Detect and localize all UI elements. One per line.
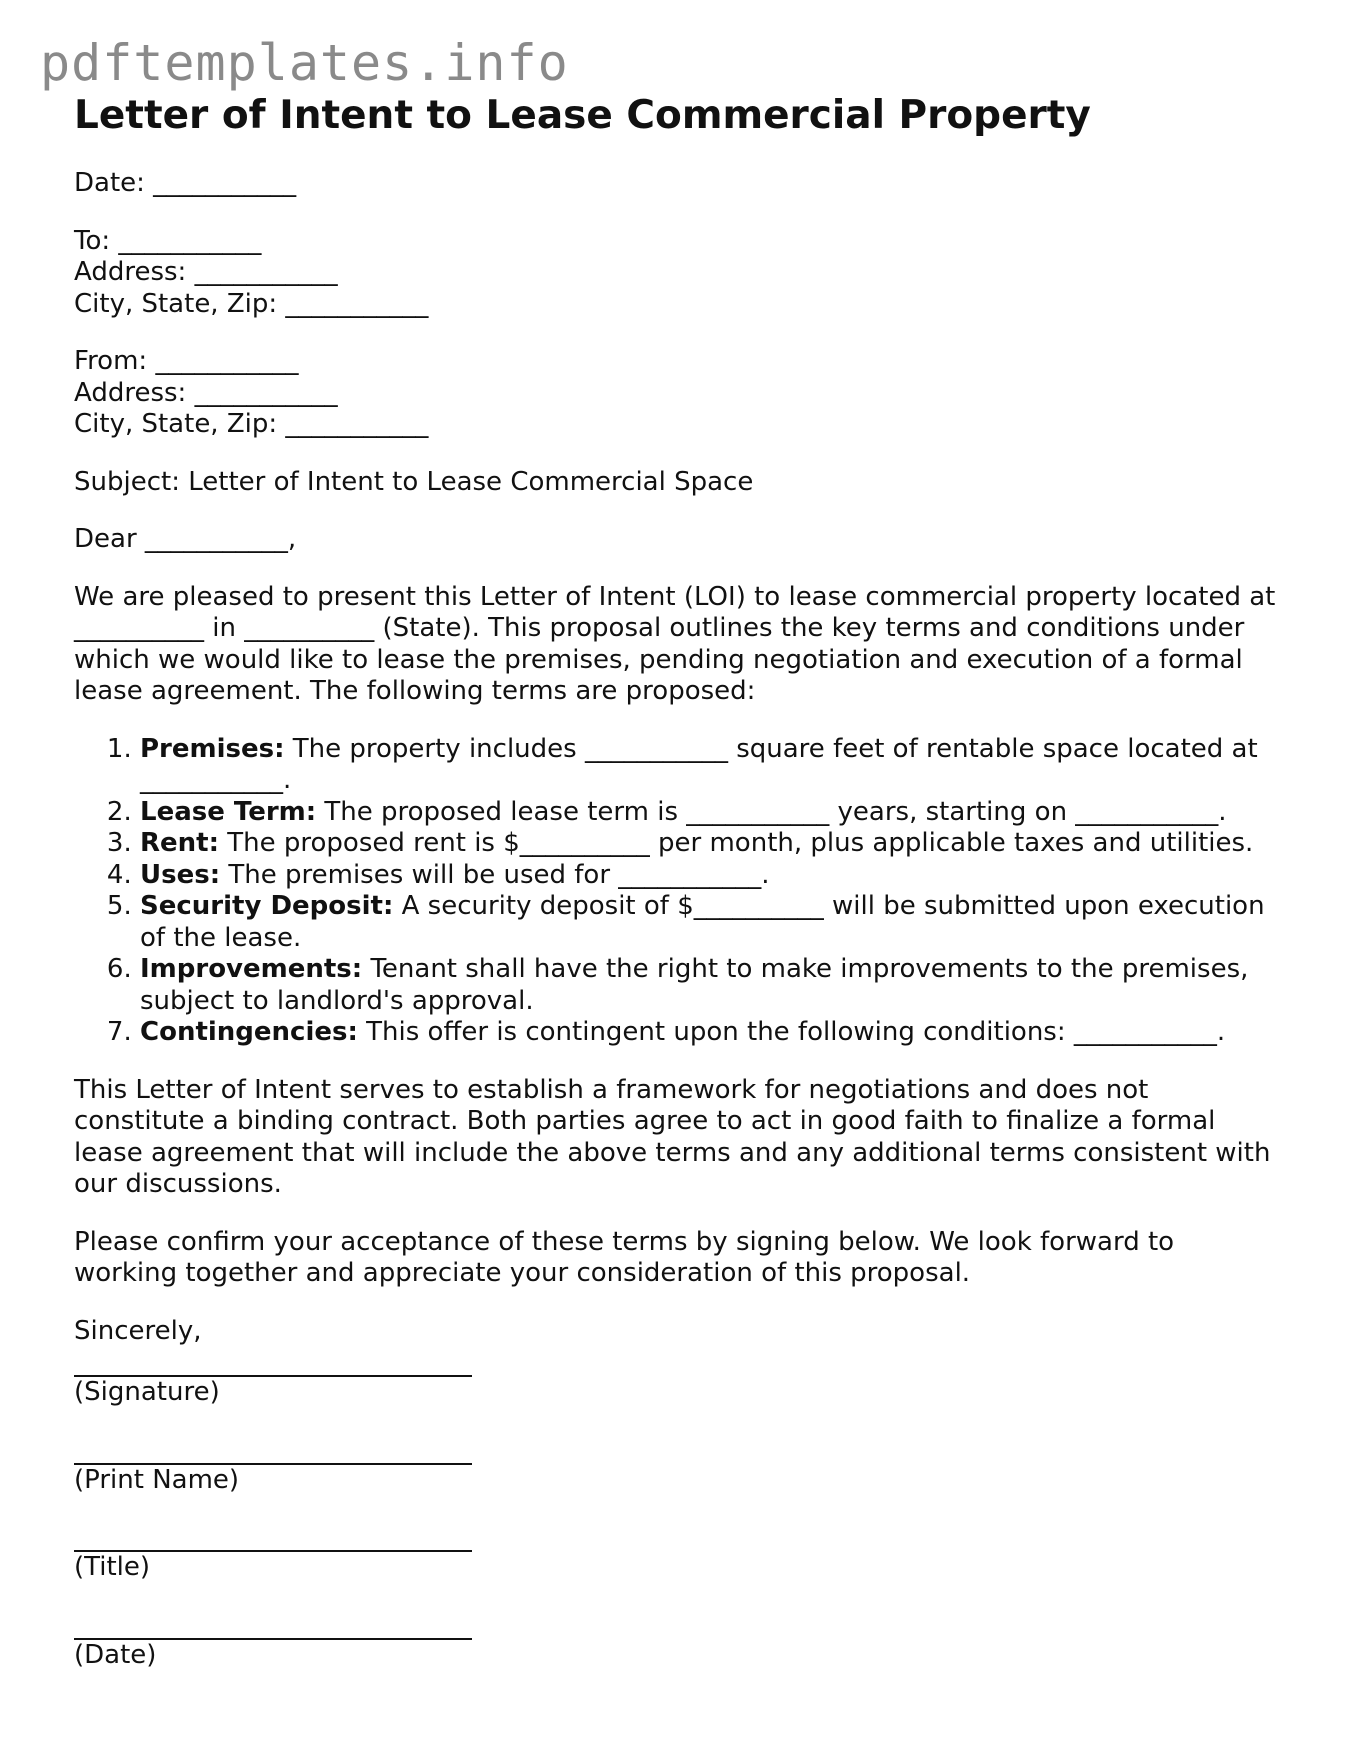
signature-line[interactable] [74,1347,472,1377]
term-item-lease-term [140,797,1284,829]
sender-name-line: From: ___________ [74,346,299,376]
term-item-premises [140,734,1284,797]
term-text: The premises will be used for ___________. [220,859,770,890]
title-line[interactable] [74,1522,472,1552]
intro-paragraph: We are pleased to present this Letter of Intent (LOI) to lease commercial property located at __________ in __________ (State). This proposal outlines the key terms and conditions under which we would like to lease the premises, pending negotiation and execution of a formal lease agreement. The following terms are proposed: [74,581,1276,706]
salutation-line [74,524,1284,556]
signature-field [74,1347,1284,1409]
term-text: Tenant shall have the right to make improvements to the premises, subject to landlord's approval. [140,954,1249,1016]
term-label: Lease Term: [140,796,317,827]
document-title: Letter of Intent to Lease Commercial Property [74,93,1091,138]
sender-block [74,346,1284,441]
signature-date-caption: (Date) [74,1639,157,1670]
date-field [74,168,1284,200]
term-text: This offer is contingent upon the following conditions: ___________. [357,1017,1226,1047]
subject-text: Subject: Letter of Intent to Lease Commercial Space [74,466,754,497]
term-text: The proposed rent is $__________ per month, plus applicable taxes and utilities. [219,828,1254,858]
term-item-uses [140,860,1284,892]
subject-line [74,467,1284,499]
sender-city-line: City, State, Zip: ___________ [74,409,429,439]
print-name-caption: (Print Name) [74,1464,240,1495]
signature-date-line[interactable] [74,1610,472,1640]
confirm-paragraph: Please confirm your acceptance of these terms by signing below. We look forward to working together and appreciate your consideration of this proposal. [74,1226,1175,1288]
signature-date-field [74,1610,1284,1672]
term-text: A security deposit of $__________ will be submitted upon execution of the lease. [140,891,1265,953]
term-item-improvements [140,954,1284,1017]
term-item-contingencies [140,1017,1284,1049]
salutation-text: Dear ___________, [74,524,297,554]
recipient-name-line: To: ___________ [74,225,262,256]
terms-list [74,734,1284,1049]
term-item-security-deposit [140,891,1284,954]
date-line: Date: ___________ [74,168,297,198]
print-name-field [74,1435,1284,1497]
term-item-rent [140,828,1284,860]
term-label: Contingencies: [140,1017,358,1047]
term-label: Improvements: [140,954,363,984]
term-label: Security Deposit: [140,891,394,921]
title-field [74,1522,1284,1584]
sign-off: Sincerely, [74,1315,202,1346]
title-caption: (Title) [74,1552,151,1582]
term-label: Premises: [140,733,285,764]
watermark-text: pdftemplates.info [40,34,569,92]
term-label: Uses: [140,859,221,890]
closing-paragraph: This Letter of Intent serves to establish a framework for negotiations and does not constitute a binding contract. Both parties agree to act in good faith to finalize a formal lease agreement that will include the above terms and any additional terms consistent with our discussions. [74,1074,1271,1199]
recipient-block [74,226,1284,321]
term-label: Rent: [140,828,219,858]
recipient-address-line: Address: ___________ [74,257,338,287]
term-text: The proposed lease term is ___________ years, starting on ___________. [316,796,1227,827]
sender-address-line: Address: ___________ [74,377,338,408]
letter-document [74,90,1284,1671]
print-name-line[interactable] [74,1435,472,1465]
term-text: The property includes ___________ square feet of rentable space located at ___________. [140,733,1258,795]
signature-caption: (Signature) [74,1377,220,1407]
signature-block [74,1347,1284,1671]
recipient-city-line: City, State, Zip: ___________ [74,288,429,319]
